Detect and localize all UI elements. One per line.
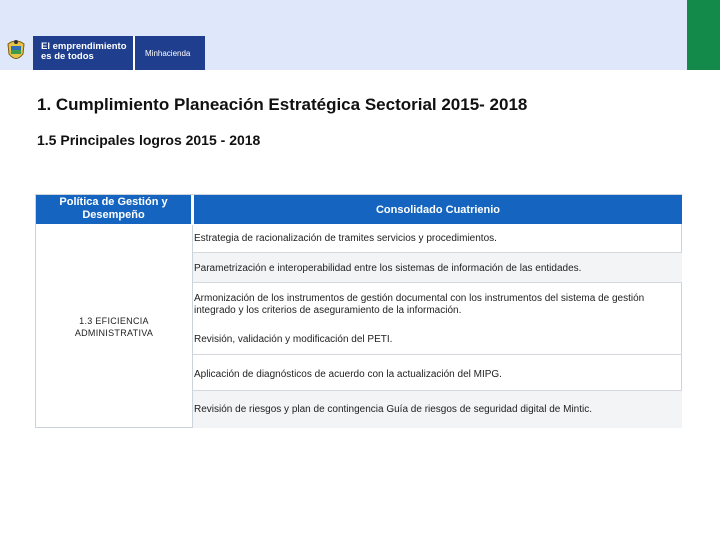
table-row: Revisión, validación y modificación del PETI. [193, 321, 682, 355]
policy-label: 1.3 EFICIENCIA ADMINISTRATIVA [74, 315, 154, 338]
coat-of-arms-icon [5, 38, 27, 64]
achievements-table [35, 194, 682, 428]
table-row: Estrategia de racionalización de tramites servicios y procedimientos. [193, 225, 682, 253]
table-row: Armonización de los instrumentos de gestión documental con los instrumentos del sistema de gestión integrado y los criterios de aseguramiento de la información. [194, 293, 645, 316]
table-row: Parametrización e interoperabilidad entre los sistemas de información de las entidades. [193, 253, 682, 283]
accent-bar [687, 0, 720, 70]
brand-logo-text: El emprendimiento es de todos [33, 36, 133, 70]
brand-logo [33, 36, 205, 70]
ministry-logo: Minhacienda [135, 36, 205, 70]
header-policy: Política de Gestión y Desempeño [36, 195, 191, 224]
page-subtitle: 1.5 Principales logros 2015 - 2018 [37, 132, 261, 148]
page-title: 1. Cumplimiento Planeación Estratégica Sectorial 2015- 2018 [37, 95, 528, 114]
policy-cell [36, 225, 193, 428]
table-row: Aplicación de diagnósticos de acuerdo con la actualización del MIPG. [193, 355, 682, 391]
header-consolidated: Consolidado Cuatrienio [194, 195, 682, 224]
table-row: Revisión de riesgos y plan de contingencia Guía de riesgos de seguridad digital de Mintic. [193, 391, 682, 428]
